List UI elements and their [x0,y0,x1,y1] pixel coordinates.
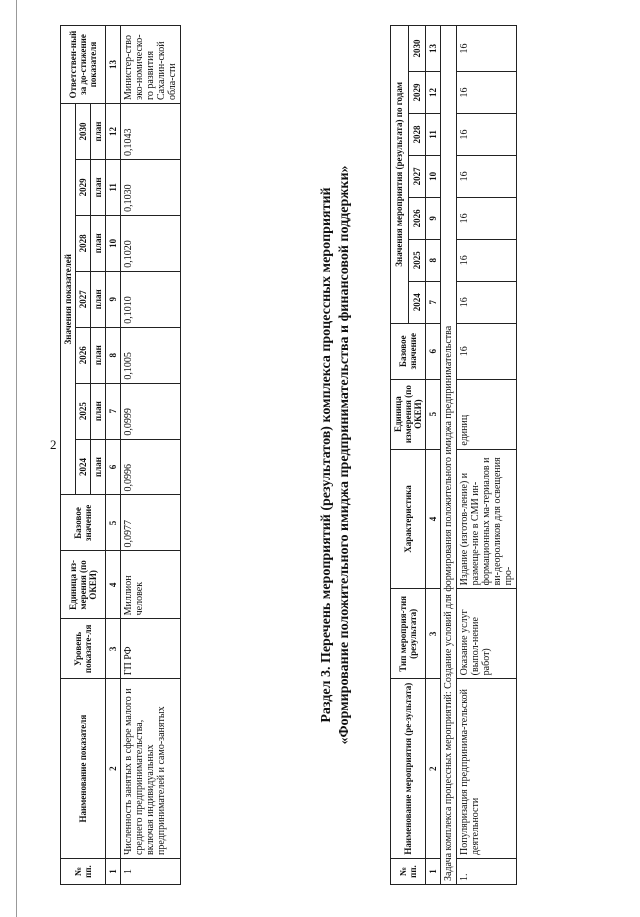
th-year: 2029 [76,159,91,215]
th-values-by-year: Значения мероприятия (результата) по годам [391,26,409,324]
activity-base: 16 [457,323,517,379]
col-number: 6 [106,439,121,495]
th-level: Уровень показате-ля [61,619,106,679]
indicator-level: ГП РФ [121,619,181,679]
activity-name: Популяризация предпринима-тельской деятельности [457,679,517,859]
indicator-value: 0,1043 [121,104,181,160]
column-number-row [426,26,441,885]
th-plan: план [91,383,106,439]
col-number: 12 [106,104,121,160]
col-number: 10 [426,155,441,197]
col-number: 9 [106,271,121,327]
scan-edge-line [16,0,17,917]
col-number: 3 [426,589,441,679]
activity-value: 16 [457,155,517,197]
indicator-value: 0,0999 [121,383,181,439]
col-number: 8 [106,327,121,383]
col-number: 4 [426,449,441,589]
th-values: Значения показателей [61,104,76,495]
th-base: Базовое значение [391,323,426,379]
activity-description: Издание (изготов-ление) и размеще-ние в СМИ ин-формационных ма-териалов и ви-деороликов для освещения про- [457,449,517,589]
indicator-value: 0,1010 [121,271,181,327]
table-row [457,26,517,885]
th-plan: план [91,159,106,215]
column-number-row [106,26,121,885]
col-number: 13 [106,26,121,104]
col-number: 5 [106,495,121,551]
th-num: № пп. [391,859,426,885]
th-base: Базовое значение [61,495,106,551]
col-number: 13 [426,26,441,72]
th-year: 2028 [408,113,426,155]
task-row [441,26,457,885]
th-year: 2026 [408,197,426,239]
activity-type: Оказание услуг (выпол-нение работ) [457,589,517,679]
row-num: 1. [457,859,517,885]
col-number: 8 [426,239,441,281]
table-row [121,26,181,885]
th-activity-name: Наименование мероприятия (ре-зультата) [391,679,426,859]
col-number: 4 [106,551,121,619]
col-number: 7 [106,383,121,439]
col-number: 11 [106,159,121,215]
th-plan: план [91,271,106,327]
th-plan: план [91,327,106,383]
th-year: 2028 [76,215,91,271]
activity-unit: единиц [457,379,517,449]
th-plan: план [91,439,106,495]
indicators-table [60,25,181,885]
col-number: 2 [426,679,441,859]
col-number: 1 [426,859,441,885]
th-activity-type: Тип мероприя-тия (результата) [391,589,426,679]
col-number: 6 [426,323,441,379]
indicator-value: 0,1030 [121,159,181,215]
col-number: 1 [106,859,121,885]
th-year: 2027 [76,271,91,327]
task-text: Задача комплекса процессных мероприятий: Создание условий для формирования положительного имиджа предпринимательства [441,26,457,885]
indicator-responsible: Министер-ство эко-номическо-го развития Сахалин-ской обла-сти [121,26,181,104]
activity-value: 16 [457,281,517,323]
th-year: 2024 [76,439,91,495]
col-number: 7 [426,281,441,323]
activity-value: 16 [457,72,517,114]
activity-value: 16 [457,113,517,155]
indicator-value: 0,0996 [121,439,181,495]
th-year: 2030 [408,26,426,72]
activity-value: 16 [457,197,517,239]
col-number: 3 [106,619,121,679]
th-year: 2024 [408,281,426,323]
th-year: 2025 [408,239,426,281]
th-plan: план [91,104,106,160]
col-number: 5 [426,379,441,449]
activity-value: 16 [457,26,517,72]
indicator-unit: Миллион человек [121,551,181,619]
col-number: 11 [426,113,441,155]
indicator-name: Численность занятых в сфере малого и среднего предпринимательства, включая индивидуальных предпринимателей и само-занятых [121,679,181,859]
th-year: 2026 [76,327,91,383]
row-num: 1 [121,859,181,885]
th-num: № пп. [61,859,106,885]
th-unit: Единица измерения (по ОКЕИ) [391,379,426,449]
activity-value: 16 [457,239,517,281]
th-year: 2029 [408,72,426,114]
th-description: Характеристика [391,449,426,589]
th-year: 2025 [76,383,91,439]
indicator-base: 0,0977 [121,495,181,551]
indicator-value: 0,1005 [121,327,181,383]
rotated-landscape-page [60,25,620,885]
section-heading [318,25,354,885]
th-name: Наименование показателя [61,679,106,859]
section-subtitle: «Формирование положительного имиджа предпринимательства и финансовой поддержки» [337,165,352,745]
activities-table [390,25,517,885]
th-year: 2027 [408,155,426,197]
col-number: 10 [106,215,121,271]
section-title: Раздел 3. Перечень мероприятий (результатов) комплекса процессных мероприятий [319,187,334,723]
th-responsible: Ответствен-ный за до-стижение показателя [61,26,106,104]
col-number: 2 [106,679,121,859]
col-number: 9 [426,197,441,239]
indicator-value: 0,1020 [121,215,181,271]
th-plan: план [91,215,106,271]
th-year: 2030 [76,104,91,160]
col-number: 12 [426,72,441,114]
page-number: 2 [50,437,57,452]
th-unit: Единица из-мерения (по ОКЕИ) [61,551,106,619]
